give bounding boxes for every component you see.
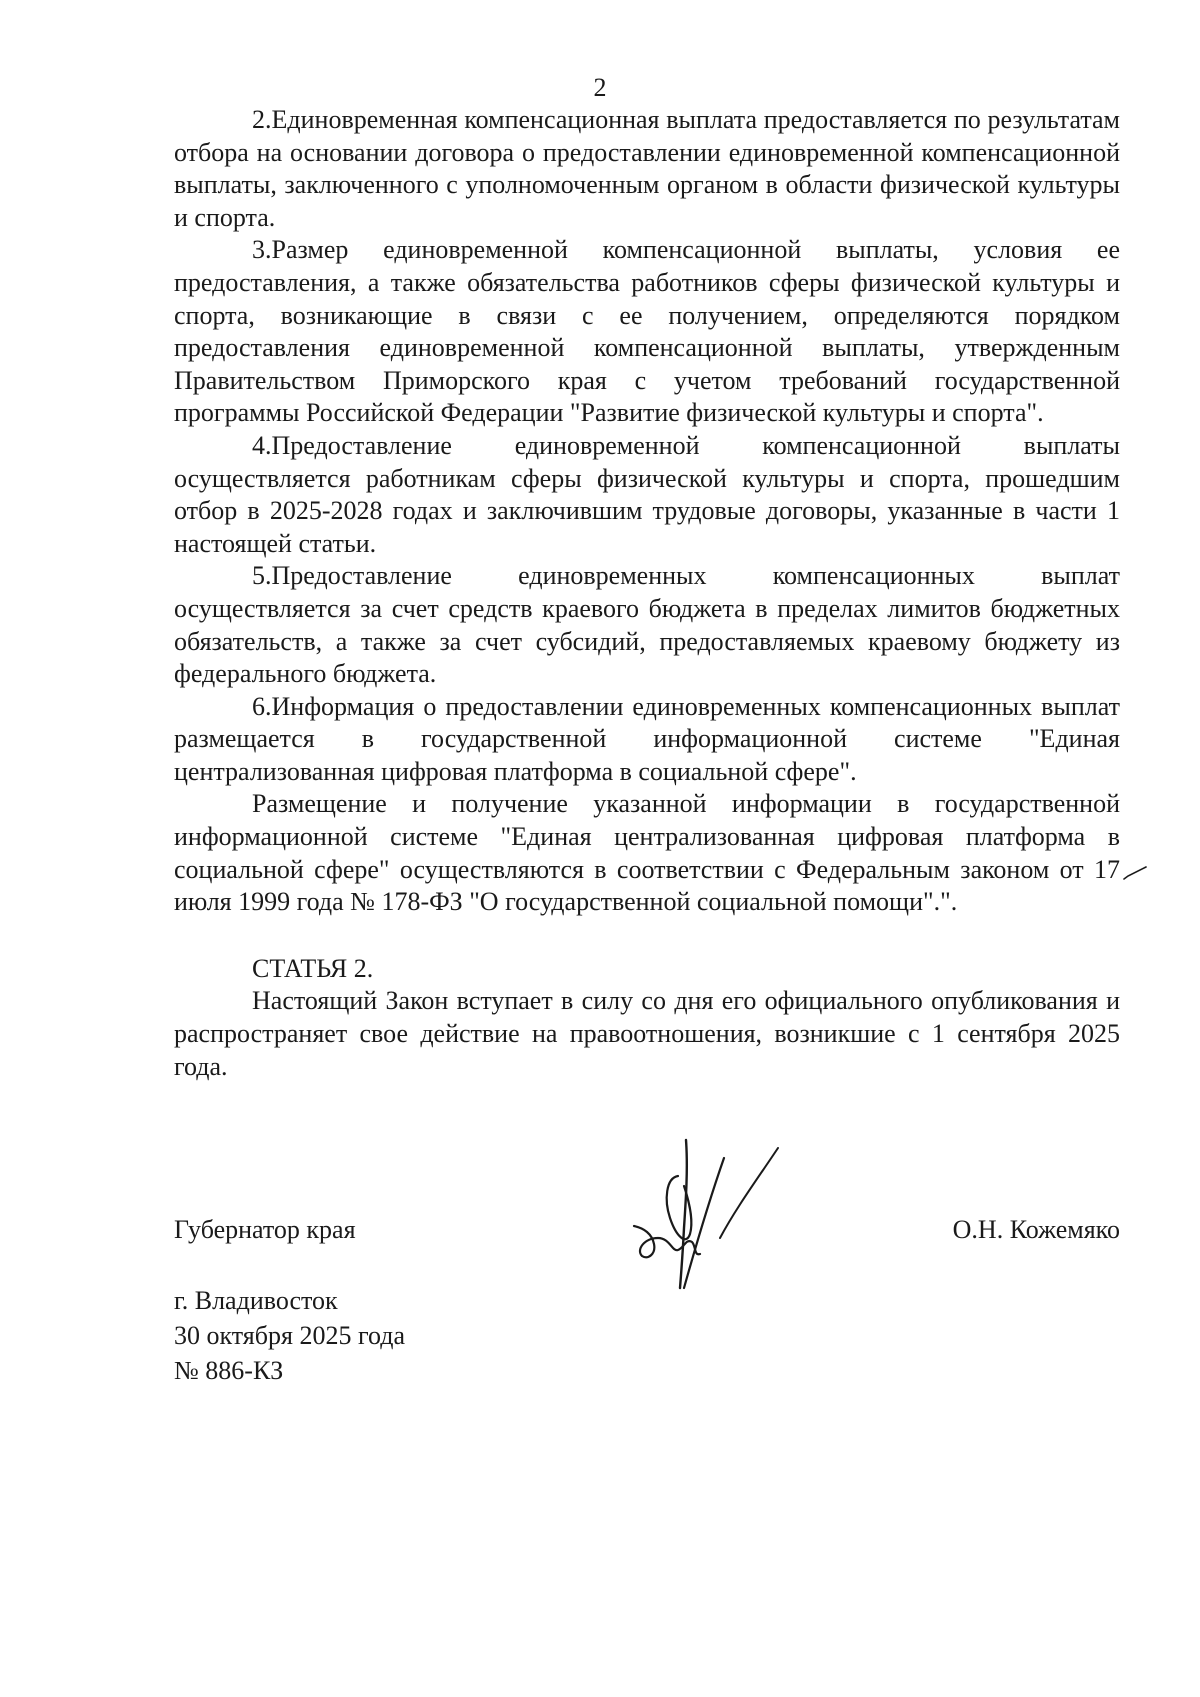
paragraph-6: 6.Информация о предоставлении единовременных компенсационных выплат размещается в государственной информационной системе "Единая централизованная цифровая платформа в социальной сфере". bbox=[174, 691, 1120, 786]
signatory-name: О.Н. Кожемяко bbox=[952, 1215, 1120, 1244]
article-2-heading: СТАТЬЯ 2. bbox=[252, 953, 374, 983]
footer-law-number: № 886-КЗ bbox=[174, 1356, 284, 1385]
article-2-text: Настоящий Закон вступает в силу со дня его официального опубликования и распространяет свое действие на правоотношения, возникшие с 1 сентября 2025 года. bbox=[174, 986, 1120, 1081]
paragraph-5: 5.Предоставление единовременных компенсационных выплат осуществляется за счет средств краевого бюджета в пределах лимитов бюджетных обязательств, а также за счет субсидий, предоставляемых краевому бюджету из федерального бюджета. bbox=[174, 561, 1120, 689]
paragraph-4: 4.Предоставление единовременной компенсационной выплаты осуществляется работникам сферы физической культуры и спорта, прошедшим отбор в 2025-2028 годах и заключившим трудовые договоры, указанные в части 1 настоящей статьи. bbox=[174, 430, 1120, 558]
footer-date: 30 октября 2025 года bbox=[174, 1321, 405, 1350]
footer-city: г. Владивосток bbox=[174, 1286, 338, 1315]
paragraph-2: 2.Единовременная компенсационная выплата предоставляется по результатам отбора на основании договора о предоставлении единовременной компенсационной выплаты, заключенного с уполномоченным органом в области физической культуры и спорта. bbox=[174, 105, 1120, 232]
document-body bbox=[174, 104, 1120, 1083]
page-number: 2 bbox=[593, 73, 607, 102]
signatory-title: Губернатор края bbox=[174, 1215, 356, 1244]
document-footer bbox=[174, 1283, 405, 1388]
paragraph-3: 3.Размер единовременной компенсационной выплаты, условия ее предоставления, а также обязательства работников сферы физической культуры и спорта, возникающие в связи с ее получением, определяются порядком предоставления единовременной компенсационной выплаты, утвержденным Правительством Приморского края с учетом требований государственной программы Российской Федерации "Развитие физической культуры и спорта". bbox=[174, 235, 1120, 428]
margin-check-mark-icon bbox=[1122, 865, 1148, 881]
handwritten-signature-icon bbox=[628, 1138, 798, 1298]
paragraph-6-continuation: Размещение и получение указанной информации в государственной информационной системе "Единая централизованная цифровая платформа в социальной сфере" осуществляются в соответствии с Федеральным законом от 17 июля 1999 года № 178-ФЗ "О государственной социальной помощи".". bbox=[174, 789, 1120, 917]
